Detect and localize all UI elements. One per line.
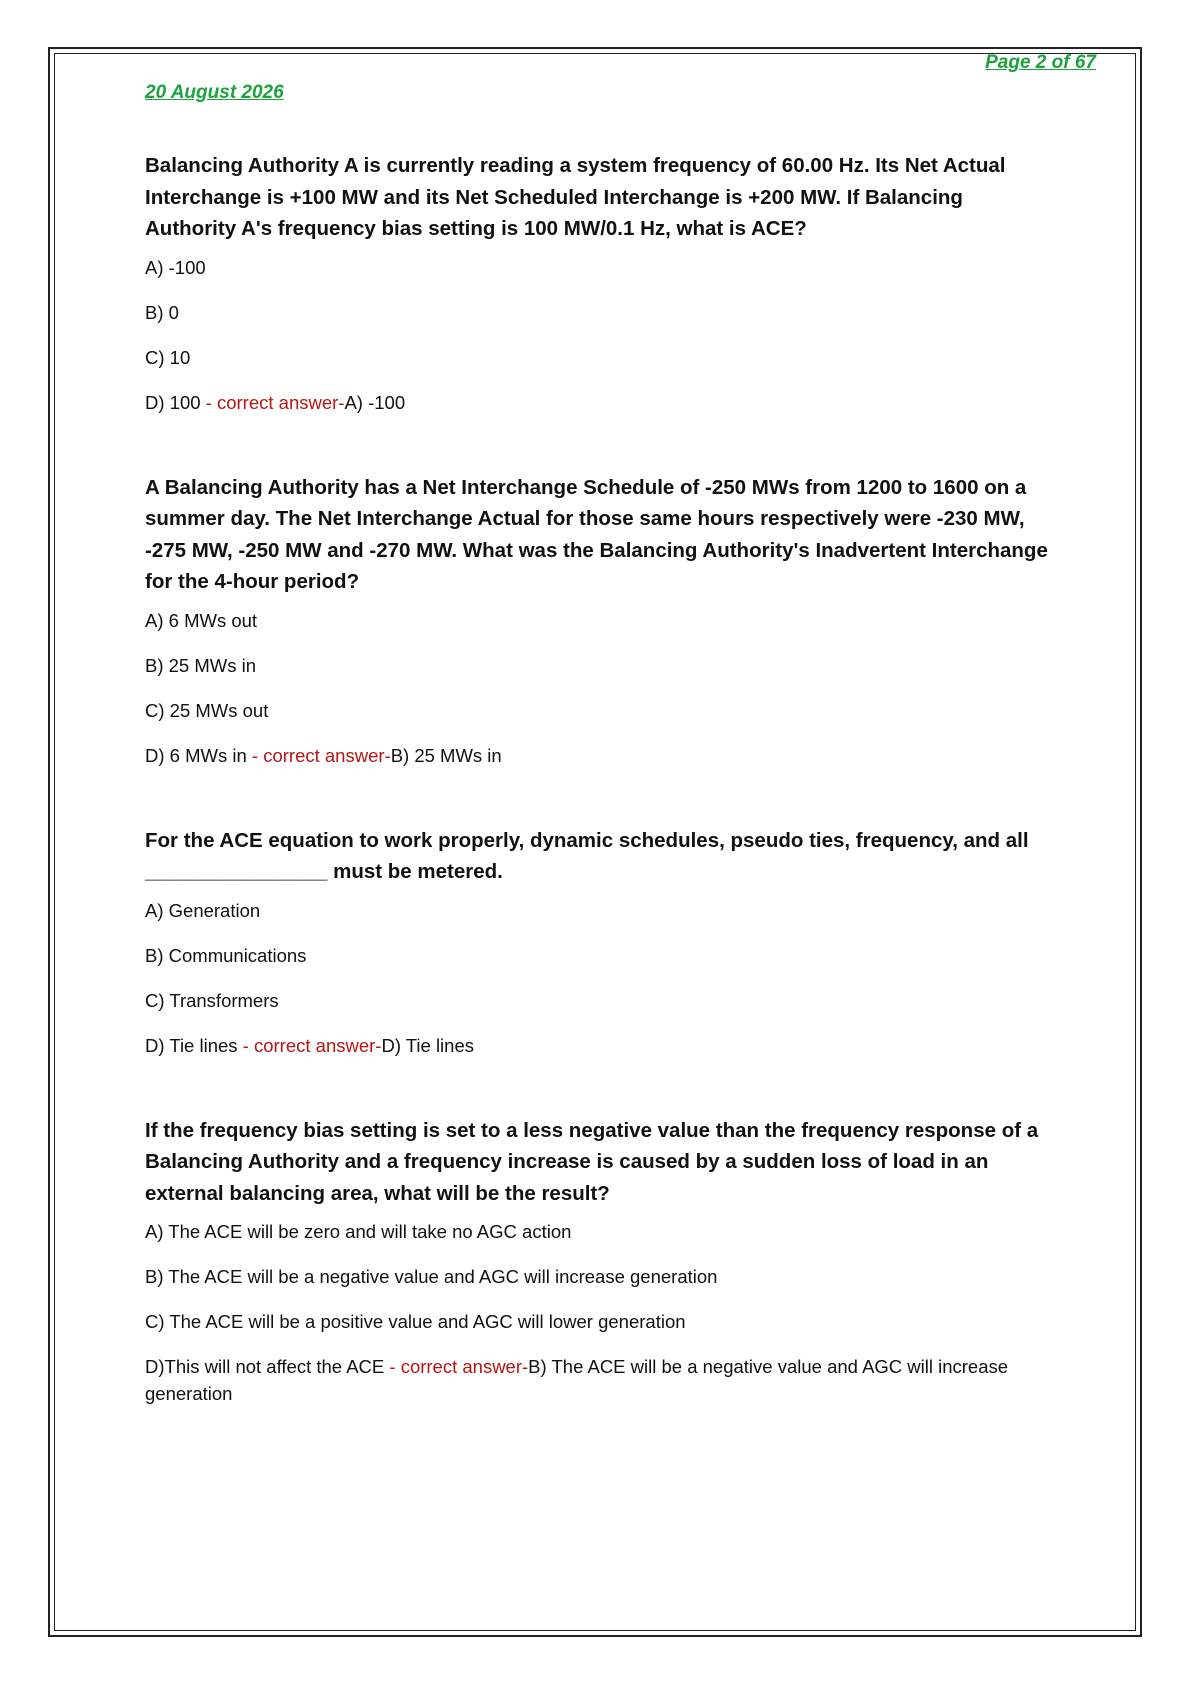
answer-label: correct answer- [263,744,391,766]
question-text: Balancing Authority A is currently reading a system frequency of 60.00 Hz. Its Net Actual Interchange is +100 MW and its Net Scheduled Interchange is +200 MW. If Balancing Authority A's frequency bias setting is 100 MW/0.1 Hz, what is ACE? [145,154,1006,240]
question-block-4 [145,1115,1055,1408]
answer-label: correct answer- [253,1034,382,1056]
question-text: A Balancing Authority has a Net Interchange Schedule of -250 MWs from 1200 to 1600 on a summer day. The Net Interchange Actual for those same hours respectively were -230 MW, -275 MW, -250 MW and -270 MW. What was the Balancing Authority's Inadvertent Interchange for the 4-hour period? [145,475,1048,593]
question-list [145,150,1055,1425]
answer-label: correct answer- [216,391,345,413]
page-number: Page 2 of 67 [985,52,1096,73]
option-c: C) 10 [145,346,191,368]
question-block-2 [145,472,1055,769]
option-a: A) Generation [145,899,261,921]
option-a: A) 6 MWs out [145,609,258,631]
option-a: A) The ACE will be zero and will take no AGC action [145,1221,572,1242]
option-d: D) 100 [145,391,201,413]
correct-answer: D) Tie lines [381,1034,474,1056]
answer-separator: - [200,391,217,413]
option-b: B) Communications [145,944,307,966]
option-c: C) 25 MWs out [145,699,269,721]
option-b: B) 0 [145,301,179,323]
question-block-1 [145,150,1055,416]
answer-separator: - [237,1034,254,1056]
option-d-with-answer [145,1032,1055,1059]
option-d: D) 6 MWs in [145,744,247,766]
answer-separator: - [384,1356,401,1377]
option-a: A) -100 [145,256,206,278]
answer-separator: - [246,744,264,766]
correct-answer: B) 25 MWs in [390,744,502,766]
option-d-with-answer [145,742,1055,769]
correct-answer: B) The ACE will be a negative value and AGC will increase generation [145,1356,1009,1404]
option-b: B) 25 MWs in [145,654,257,676]
option-d-with-answer [145,389,1055,416]
option-c: C) Transformers [145,989,279,1011]
option-d: D) Tie lines [145,1034,238,1056]
question-block-3 [145,825,1055,1059]
option-d-with-answer [145,1353,1055,1407]
question-text: For the ACE equation to work properly, dynamic schedules, pseudo ties, frequency, and all ________________ must be metered. [145,828,1029,883]
option-d: D)This will not affect the ACE [145,1356,385,1377]
correct-answer: A) -100 [344,391,406,413]
answer-label: correct answer- [400,1356,529,1377]
document-date: 20 August 2026 [145,82,284,103]
question-text: If the frequency bias setting is set to a less negative value than the frequency response of a Balancing Authority and a frequency increase is caused by a sudden loss of load in an external balancing area, what will be the result? [145,1118,1039,1205]
option-b: B) The ACE will be a negative value and AGC will increase generation [145,1266,718,1287]
option-c: C) The ACE will be a positive value and AGC will lower generation [145,1311,686,1332]
